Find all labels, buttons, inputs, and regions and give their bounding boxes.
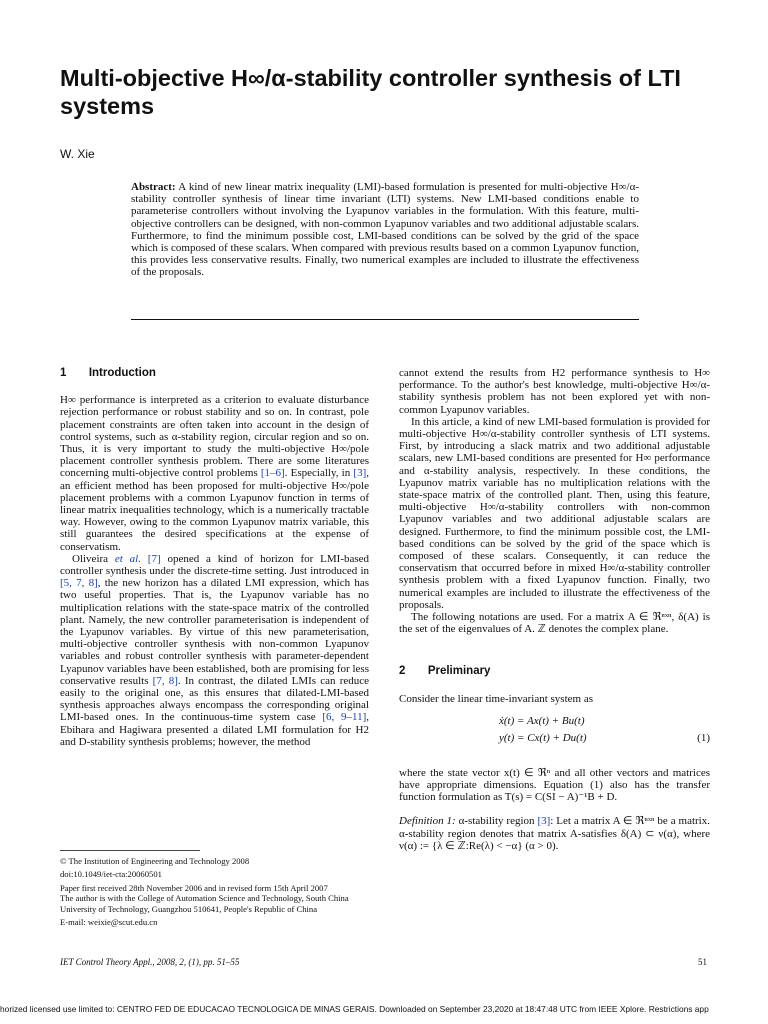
ref-link-7-8[interactable]: [7, 8]	[152, 674, 178, 687]
section-1-title: Introduction	[88, 367, 156, 379]
abstract-text: A kind of new linear matrix inequality (LMI)-based formulation is presented for multi-objective H∞/α-stability controller synthesis of linear time invariant (LTI) systems. New LMI-based conditions enable to parameterise controllers without involving the Lyapunov variables in the formulation. With this feature, multi-objective controllers can be designed, with non-common Lyapunov variables and two additional adjustable scalars. Furthermore, to find the minimum possible cost, LMI-based conditions can be solved by the grid of the space which is composed of these scalars. When compared with previous results based on a common Lyapunov function, this provides less conservative results. Finally, two numerical examples are included to illustrate the effectiveness of the proposals.	[131, 181, 639, 279]
ref-etal[interactable]: et al.	[114, 552, 141, 565]
section-1-heading	[60, 367, 369, 379]
equation-1-number: (1)	[697, 731, 710, 744]
left-column	[60, 367, 369, 748]
ref-link-7[interactable]: [7]	[147, 552, 161, 565]
definition-1-label: Definition 1:	[399, 815, 456, 828]
abstract	[131, 181, 639, 279]
prelim-paragraph-1: Consider the linear time-invariant system as	[399, 692, 593, 705]
intro-paragraph-3: cannot extend the results from H2 performance synthesis to H∞ performance. To the author's best knowledge, multi-objective H∞/α-stability synthesis problem has not been explored yet with non-common Lyapunov variables.	[399, 367, 710, 416]
equation-1-line-a: ẋ(t) = Ax(t) + Bu(t)	[499, 714, 585, 727]
intro-paragraph-4: In this article, a kind of new LMI-based formulation is provided for multi-objective H∞/α-stability controller synthesis of LTI systems. First, by introducing a slack matrix and two additional adjustable scalars, new LMI-based conditions are presented for H∞ performance and α-stability analysis, respectively. In these conditions, the Lyapunov matrix variable has no multiplication relations with the state-space matrix of the controlled plant. Then, using this feature, multi-objective H∞/α-stability controllers with non-common Lyapunov variables and two additional adjustable scalars are designed. Furthermore, to find the minimum possible cost, the LMI-based conditions can be solved by the grid of the space which is composed of these scalars. Consequently, it can reduce the conservatism that occurred before in mixed H∞/α-stability controller synthesis problem with a fixed Lyapunov function. Finally, two numerical examples are included to illustrate the effectiveness of the proposals.	[399, 415, 710, 611]
received-note: Paper first received 28th November 2006 and in revised form 15th April 2007	[60, 882, 328, 893]
ref-link-1-6[interactable]: [1–6]	[260, 467, 285, 480]
abstract-divider	[131, 319, 639, 320]
journal-citation: IET Control Theory Appl., 2008, 2, (1), pp. 51–55	[60, 957, 240, 967]
author-name: W. Xie	[60, 147, 95, 161]
section-2-heading	[399, 665, 710, 677]
affiliation-note: The author is with the College of Automation Science and Technology, South China University of Technology, Guangzhou 510641, People's Republic of China	[60, 893, 349, 914]
abstract-label: Abstract:	[131, 181, 176, 193]
section-2-title: Preliminary	[427, 665, 491, 678]
prelim-paragraph-2: where the state vector x(t) ∈ ℜⁿ and all other vectors and matrices have appropriate dimensions. Equation (1) also has the transfer function formulation as T(s) = C(SI − A)⁻¹B + D.	[399, 766, 710, 804]
ref-link-3[interactable]: [3]	[353, 467, 367, 480]
section-1-number: 1	[60, 367, 67, 379]
license-footer: horized licensed use limited to: CENTRO FED DE EDUCACAO TECNOLOGICA DE MINAS GERAIS. Downloaded on September 23,2020 at 18:47:48 UTC from IEEE Xplore. Restrictions app	[0, 1004, 709, 1014]
ref-link-3-def[interactable]: [3]	[537, 815, 551, 828]
intro-paragraph-2: Oliveira et al. [7] opened a kind of horizon for LMI-based controller synthesis under the discrete-time setting. Just introduced in [5, 7, 8], the new horizon has a dilated LMI expression, which has two useful properties. That is, the Lyapunov variable has no multiplication relations with the state-space matrix of the controlled plant. Namely, the new controller parameterisation is independent of the Lyapunov variables. By virtue of this new parameterisation, multi-objective controller synthesis with non-common Lyapunov variables and robust controller synthesis with parameter-dependent Lyapunov variables have been established, both are promising for less conservative results [7, 8]. In contrast, the dilated LMIs can reduce easily to the original one, as this ensures that dilated-LMI-based synthesis approaches always encompass the corresponding original LMI-based ones. In the continuous-time system case [6, 9–11], Ebihara and Hagiwara presented a dilated LMI formulation for H2 and D-stability synthesis problems; however, the method	[60, 552, 370, 748]
equation-1	[399, 713, 710, 755]
paper-title: Multi-objective H∞/α-stability controller synthesis of LTI systems	[60, 65, 681, 119]
equation-1-line-b: y(t) = Cx(t) + Du(t)	[499, 731, 587, 744]
doi-note: doi:10.1049/iet-cta:20060501	[60, 869, 162, 880]
page-number: 51	[698, 957, 707, 967]
intro-paragraph-1: H∞ performance is interpreted as a criterion to evaluate disturbance rejection performance or robust stability and so on. In contrast, pole placement constraints are often taken into account in the design of control systems, such as α-stability region, circular region and so on. Thus, it is very important to study the multi-objective H∞/pole placement controller synthesis problem. There are some literatures concerning multi-objective control problems [1–6]. Especially, in [3], an efficient method has been proposed for multi-objective H∞/pole placement problems with a common Lyapunov function in terms of linear matrix inequalities technology, which is a numerically tractable way. However, owing to the common Lyapunov matrix variable, this still guarantees the desired specifications at the expense of conservatism.	[60, 394, 369, 553]
email-note: E-mail: weixie@scut.edu.cn	[60, 917, 158, 928]
copyright-note: © The Institution of Engineering and Technology 2008	[60, 856, 250, 866]
definition-1: Definition 1: α-stability region [3]: Let a matrix A ∈ ℜⁿˣⁿ be a matrix. α-stability region denotes that matrix A-satisfies δ(A) ⊂ ν(α), where ν(α) := {λ ∈ ℤ:Re(λ) < −α} (α > 0).	[399, 815, 710, 852]
footnotes	[60, 856, 382, 927]
intro-paragraph-5: The following notations are used. For a matrix A ∈ ℜⁿˣⁿ, δ(A) is the set of the eigenvalues of A. ℤ denotes the complex plane.	[399, 611, 710, 636]
footnote-divider	[60, 850, 200, 851]
ref-link-6-9-11[interactable]: [6, 9–11]	[322, 711, 367, 724]
ref-link-5-7-8[interactable]: [5, 7, 8]	[60, 577, 98, 590]
right-column	[399, 367, 710, 852]
section-2-number: 2	[399, 665, 406, 678]
